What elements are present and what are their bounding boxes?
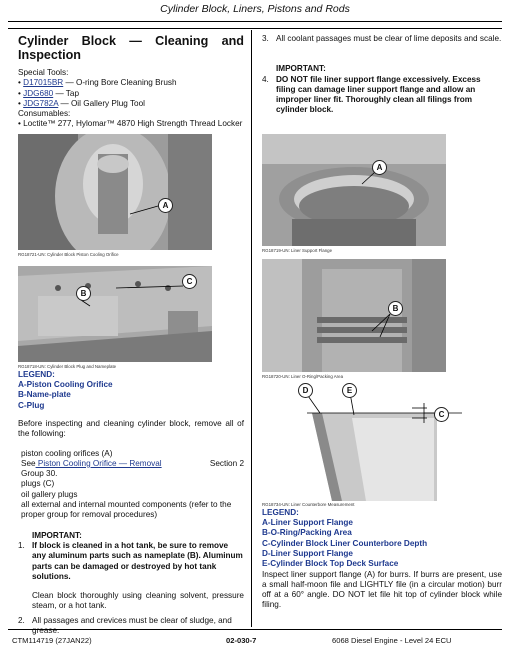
- legend-item: C-Plug: [18, 400, 45, 410]
- callout-b: B: [388, 301, 403, 316]
- legend-item: A-Liner Support Flange: [262, 518, 353, 528]
- tool-list: [18, 78, 244, 109]
- legend-title: LEGEND:: [18, 369, 55, 379]
- tool-link-d17015br[interactable]: D17015BR: [23, 78, 64, 88]
- figure-liner-oring-area: [262, 259, 446, 372]
- figure-plug-nameplate: [18, 266, 212, 362]
- list-item: oil gallery plugs: [21, 489, 78, 499]
- section-title: Cylinder Block — Cleaning and Inspection: [18, 34, 244, 62]
- callout-b: B: [76, 286, 91, 301]
- right-column: [262, 34, 502, 611]
- column-divider: [251, 30, 252, 627]
- consumables-label: Consumables:: [18, 109, 71, 119]
- header-rule-2: [8, 28, 502, 29]
- list-item: plugs (C): [21, 479, 55, 489]
- figure-caption: RG18718-UN: Cylinder Block Plug and Nameplate: [18, 363, 117, 369]
- inspect-text: Inspect liner support flange (A) for burrs. If burrs are present, use a small half-moon file and LIGHTLY file (in a circular motion) burr off at a 60° angle. DO NOT let file hit top of cylinder block while filing.: [262, 569, 502, 610]
- callout-a: A: [372, 160, 387, 175]
- figure-piston-cooling-orifice: [18, 134, 212, 250]
- footer-page-number: 02-030-7: [226, 636, 257, 645]
- legend-item: A-Piston Cooling Orifice: [18, 380, 113, 390]
- list-item: all external and internal mounted components (refer to the proper group for removal procedures): [21, 500, 232, 520]
- footer-product: 6068 Diesel Engine - Level 24 ECU: [332, 636, 452, 645]
- removal-list: [18, 449, 244, 521]
- tool-link-jdg782a[interactable]: JDG782A: [23, 98, 59, 108]
- callout-c: C: [182, 274, 197, 289]
- figure-caption: RG18734-UN: Liner Counterbore Measurement: [262, 501, 355, 507]
- intro-text: Before inspecting and cleaning cylinder block, remove all of the following:: [18, 418, 244, 439]
- callout-c: C: [434, 407, 449, 422]
- figure-caption: RG18720-UN: Liner O-Ring/Packing Area: [262, 373, 344, 379]
- figure-caption: RG18719-UN: Liner Support Flange: [262, 247, 333, 253]
- tool-link-jdg680[interactable]: JDG680: [23, 88, 54, 98]
- tool-item: • JDG680 — Tap: [18, 88, 79, 98]
- figure-liner-counterbore: [262, 383, 462, 501]
- piston-orifice-removal-link[interactable]: Piston Cooling Orifice — Removal: [35, 458, 162, 468]
- consumables-item: • Loctite™ 277, Hylomar™ 4870 High Strength Thread Locker: [18, 119, 243, 129]
- special-tools-label: Special Tools:: [18, 68, 69, 77]
- list-item: piston cooling orifices (A): [21, 448, 113, 458]
- footer-rule: [8, 629, 502, 630]
- callout-a: A: [158, 198, 173, 213]
- callout-e: E: [342, 383, 357, 398]
- page-header: Cylinder Block, Liners, Pistons and Rods: [160, 3, 350, 15]
- legend-item: E-Cylinder Block Top Deck Surface: [262, 559, 399, 569]
- tool-item: • JDG782A — Oil Gallery Plug Tool: [18, 98, 145, 108]
- legend-item: B-O-Ring/Packing Area: [262, 528, 352, 538]
- footer-doc-id: CTM114719 (27JAN22): [12, 636, 92, 645]
- header-rule: [8, 21, 502, 22]
- step-2: 2. All passages and crevices must be clear of sludge, and grease.: [18, 615, 232, 636]
- callout-d: D: [298, 383, 313, 398]
- figure-caption: RG18721-UN: Cylinder Block Piston Cooling Orifice: [18, 251, 119, 257]
- legend-title: LEGEND:: [262, 507, 299, 517]
- left-column: [18, 34, 244, 636]
- important-label: IMPORTANT:: [276, 64, 326, 74]
- step-1-text: Clean block thoroughly using cleaning solvent, pressure steam, or a hot tank.: [32, 591, 244, 611]
- step-3: 3. All coolant passages must be clear of lime deposits and scale.: [262, 34, 502, 43]
- legend-item: C-Cylinder Block Liner Counterbore Depth: [262, 538, 428, 548]
- legend-item: D-Liner Support Flange: [262, 548, 353, 558]
- step-4: 4. DO NOT file liner support flange excessively. Excess filing can damage liner support flange and allow an improper liner fit. Thoroughly clean all filings from cylinder block.: [262, 74, 481, 115]
- list-item: See Piston Cooling Orifice — Removal Section 2: [21, 458, 244, 468]
- important-label: IMPORTANT:: [32, 530, 82, 540]
- step-1: 1. If block is cleaned in a hot tank, be sure to remove any aluminum parts such as nameplate (B). Aluminum parts can be damaged or destroyed by hot tank solutions.: [18, 540, 243, 581]
- list-item: Group 30.: [21, 469, 58, 479]
- legend-item: B-Name-plate: [18, 390, 71, 400]
- tool-item: • D17015BR — O-ring Bore Cleaning Brush: [18, 78, 177, 88]
- figure-liner-support-flange: [262, 134, 446, 246]
